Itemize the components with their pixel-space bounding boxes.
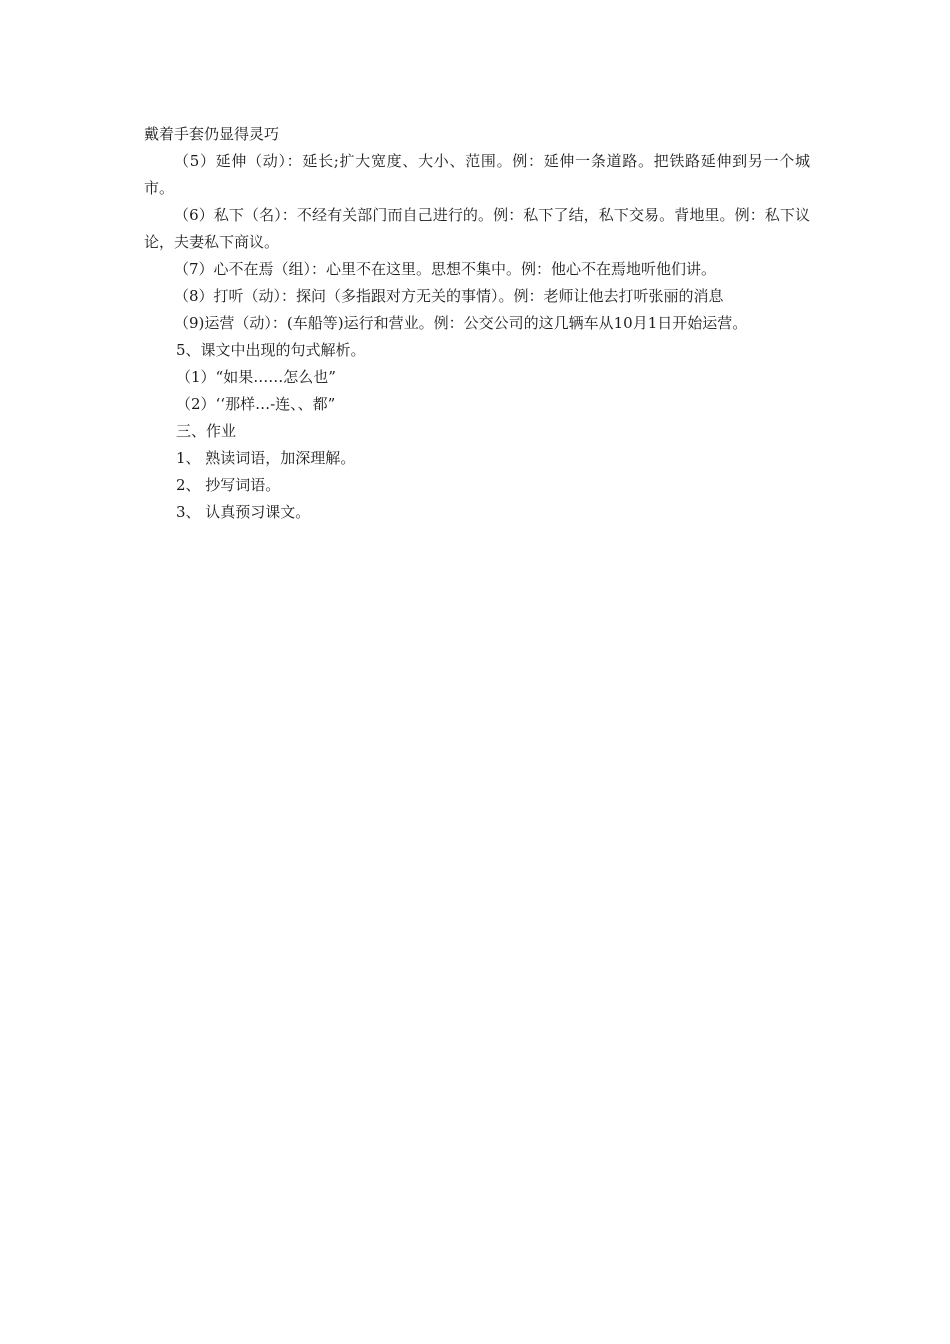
vocab-item-7: （7）心不在焉（组）：心里不在这里。思想不集中。例：他心不在焉地听他们讲。 bbox=[174, 260, 717, 278]
sentence-pattern-1: （1）“如果……怎么也” bbox=[176, 368, 336, 386]
section-heading-sentence-patterns: 5、课文中出现的句式解析。 bbox=[176, 341, 366, 359]
continuation-line: 戴着手套仍显得灵巧 bbox=[144, 125, 280, 143]
section-heading-homework: 三、作业 bbox=[176, 422, 237, 440]
vocab-item-6: （6）私下（名）：不经有关部门而自己进行的。例：私下了结，私下交易。背地里。例：私下议论，夫妻私下商议。 bbox=[144, 206, 810, 251]
vocab-item-5: （5）延伸（动）：延长;扩大宽度、大小、范围。例：延伸一条道路。把铁路延伸到另一个城市。 bbox=[144, 152, 810, 197]
vocab-item-9: （9)运营（动）：(车船等)运行和营业。例：公交公司的这几辆车从10月1日开始运营。 bbox=[174, 314, 748, 332]
homework-item-2: 2、 抄写词语。 bbox=[176, 476, 281, 494]
homework-item-3: 3、 认真预习课文。 bbox=[176, 503, 311, 521]
sentence-pattern-2: （2）‘‘那样…-连、、都” bbox=[176, 395, 336, 413]
document-body bbox=[144, 121, 810, 526]
homework-item-1: 1、 熟读词语，加深理解。 bbox=[176, 449, 356, 467]
vocab-item-8: （8）打听（动）：探问（多指跟对方无关的事情）。例：老师让他去打听张丽的消息 bbox=[174, 287, 724, 305]
